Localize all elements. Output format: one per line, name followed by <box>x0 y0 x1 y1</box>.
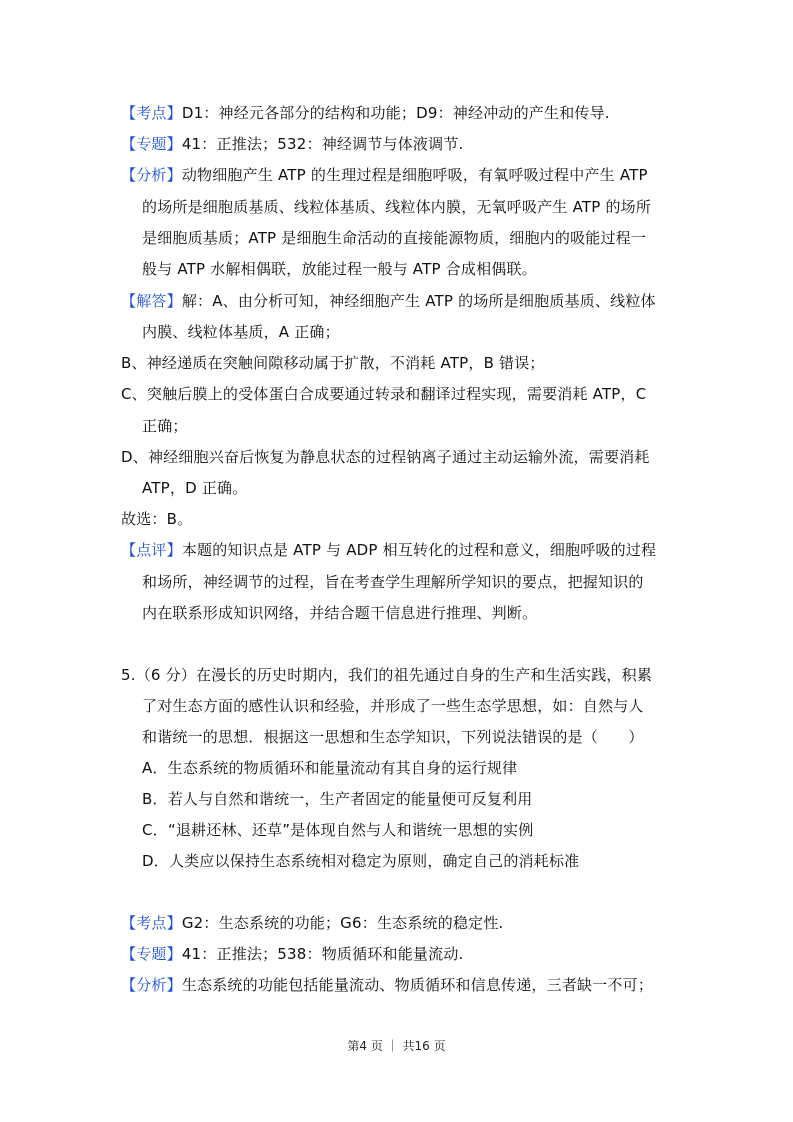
dianping-line-1 <box>121 540 656 560</box>
kaodian2-tag: 【考点】 <box>121 914 182 932</box>
kaodian-tag: 【考点】 <box>121 104 182 122</box>
answer-line: 故选：B。 <box>121 510 193 528</box>
zhuanti2-text: 41：正推法；538：物质循环和能量流动. <box>181 945 464 963</box>
jieda-option-b: B、神经递质在突触间隙移动属于扩散，不消耗 ATP，B 错误； <box>121 354 545 372</box>
question-5-option-c: C．“退耕还林、还草”是体现自然与人和谐统一思想的实例 <box>142 821 534 839</box>
kaodian2-text: G2：生态系统的功能；G6：生态系统的稳定性. <box>181 914 504 932</box>
kaodian-text: D1：神经元各部分的结构和功能；D9：神经冲动的产生和传导. <box>181 104 610 122</box>
fenxi2-line <box>121 975 653 995</box>
jieda-option-d-2: ATP，D 正确。 <box>142 479 248 497</box>
fenxi-line-4: 般与 ATP 水解相偶联，放能过程一般与 ATP 合成相偶联。 <box>142 260 537 278</box>
fenxi-line-1 <box>121 165 648 185</box>
fenxi-line-3: 是细胞质基质；ATP 是细胞生命活动的直接能源物质，细胞内的吸能过程一 <box>142 229 647 247</box>
fenxi-tag: 【分析】 <box>121 166 182 184</box>
dianping-line-2: 和场所，神经调节的过程，旨在考查学生理解所学知识的要点，把握知识的 <box>142 573 644 591</box>
question-5-option-b: B．若人与自然和谐统一，生产者固定的能量便可反复利用 <box>142 790 533 808</box>
dianping-text: 本题的知识点是 ATP 与 ADP 相互转化的过程和意义，细胞呼吸的过程 <box>181 541 657 559</box>
zhuanti-tag: 【专题】 <box>121 135 182 153</box>
page-footer: 第4 页 ｜ 共16 页 <box>347 1039 446 1053</box>
jieda-line-2: 内膜、线粒体基质，A 正确； <box>142 323 340 341</box>
question-5-line-1: 5.（6 分）在漫长的历史时期内，我们的祖先通过自身的生产和生活实践，积累 <box>121 666 653 684</box>
jieda-option-c-2: 正确； <box>142 417 188 435</box>
kaodian-line <box>121 103 610 123</box>
question-5-option-d: D．人类应以保持生态系统相对稳定为原则，确定自己的消耗标准 <box>142 852 580 870</box>
jieda-text: 解：A、由分析可知，神经细胞产生 ATP 的场所是细胞质基质、线粒体 <box>181 292 656 310</box>
dianping-line-3: 内在联系形成知识网络，并结合题干信息进行推理、判断。 <box>142 604 538 622</box>
question-5-option-a: A．生态系统的物质循环和能量流动有其自身的运行规律 <box>142 759 518 777</box>
kaodian2-line <box>121 913 504 933</box>
jieda-option-d-1: D、神经细胞兴奋后恢复为静息状态的过程钠离子通过主动运输外流，需要消耗 <box>121 448 650 466</box>
dianping-tag: 【点评】 <box>121 541 182 559</box>
fenxi-text: 动物细胞产生 ATP 的生理过程是细胞呼吸，有氧呼吸过程中产生 ATP <box>181 166 648 184</box>
zhuanti2-tag: 【专题】 <box>121 945 182 963</box>
jieda-option-c-1: C、突触后膜上的受体蛋白合成要通过转录和翻译过程实现，需要消耗 ATP，C <box>121 385 647 403</box>
question-5-line-2: 了对生态方面的感性认识和经验，并形成了一些生态学思想，如：自然与人 <box>142 697 644 715</box>
fenxi2-tag: 【分析】 <box>121 976 182 994</box>
question-5-line-3: 和谐统一的思想．根据这一思想和生态学知识，下列说法错误的是（ ） <box>142 728 644 746</box>
fenxi-line-2: 的场所是细胞质基质、线粒体基质、线粒体内膜，无氧呼吸产生 ATP 的场所 <box>142 198 652 216</box>
zhuanti-text: 41：正推法；532：神经调节与体液调节. <box>181 135 464 153</box>
zhuanti2-line <box>121 944 464 964</box>
fenxi2-text: 生态系统的功能包括能量流动、物质循环和信息传递，三者缺一不可； <box>181 976 654 994</box>
zhuanti-line <box>121 134 464 154</box>
jieda-line-1 <box>121 291 656 311</box>
jieda-tag: 【解答】 <box>121 292 182 310</box>
